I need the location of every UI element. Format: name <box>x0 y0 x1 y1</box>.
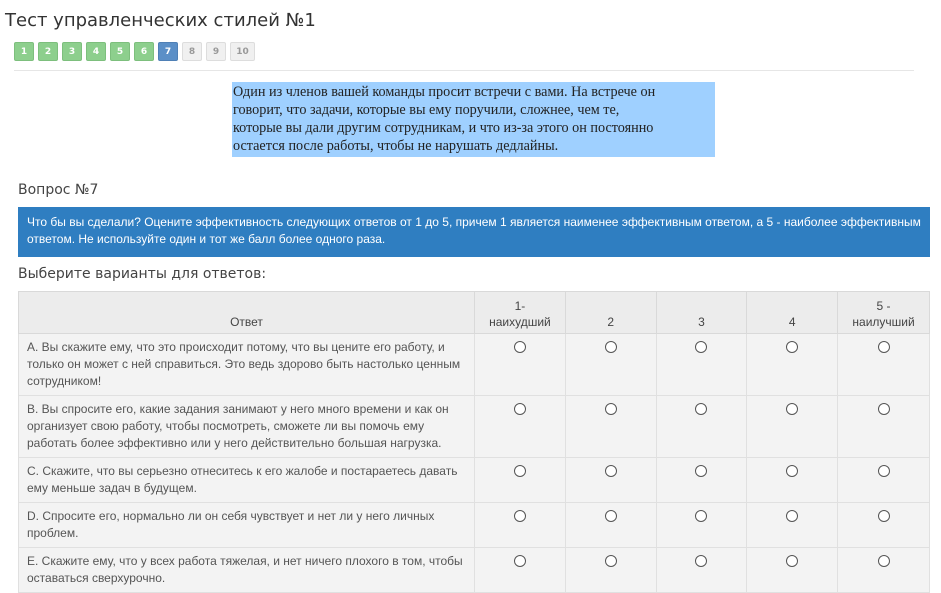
score-radio-2[interactable] <box>605 403 617 415</box>
answer-text <box>19 548 475 593</box>
header-score-5: 5 - наилучший <box>838 292 930 334</box>
score-radio-5[interactable] <box>878 465 890 477</box>
page-button-10[interactable]: 10 <box>230 42 255 61</box>
page-button-1[interactable]: 1 <box>14 42 34 61</box>
score-cell <box>747 458 838 503</box>
score-radio-1[interactable] <box>514 510 526 522</box>
score-cell <box>474 548 565 593</box>
page-button-6[interactable]: 6 <box>134 42 154 61</box>
table-row <box>19 458 930 503</box>
score-radio-2[interactable] <box>605 555 617 567</box>
table-row <box>19 503 930 548</box>
answer-line: A. Вы скажите ему, что это происходит потому, что вы цените его работу, и <box>27 340 445 354</box>
score-radio-3[interactable] <box>695 341 707 353</box>
score-radio-2[interactable] <box>605 510 617 522</box>
table-row <box>19 396 930 458</box>
page-button-4[interactable]: 4 <box>86 42 106 61</box>
score-radio-5[interactable] <box>878 555 890 567</box>
question-pager <box>14 42 255 61</box>
score-radio-5[interactable] <box>878 403 890 415</box>
score-cell <box>656 458 747 503</box>
page-title: Тест управленческих стилей №1 <box>5 10 316 31</box>
scenario-line: говорит, что задачи, которые вы ему поручили, сложнее, чем те, <box>233 102 620 118</box>
table-row <box>19 334 930 396</box>
scenario-line: Один из членов вашей команды просит встречи с вами. На встрече он <box>233 84 656 100</box>
choose-label: Выберите варианты для ответов: <box>18 266 267 282</box>
score-radio-2[interactable] <box>605 341 617 353</box>
answer-line: ему меньше задач в будущем. <box>27 481 197 495</box>
score-cell <box>565 458 656 503</box>
score-radio-5[interactable] <box>878 341 890 353</box>
page-button-2[interactable]: 2 <box>38 42 58 61</box>
page-button-5[interactable]: 5 <box>110 42 130 61</box>
page-button-3[interactable]: 3 <box>62 42 82 61</box>
score-radio-1[interactable] <box>514 555 526 567</box>
answer-text <box>19 458 475 503</box>
score-radio-1[interactable] <box>514 341 526 353</box>
divider <box>14 70 914 71</box>
header-answer: Ответ <box>19 292 475 334</box>
score-radio-1[interactable] <box>514 403 526 415</box>
score-cell <box>747 503 838 548</box>
score-cell <box>656 396 747 458</box>
answer-line: E. Скажите ему, что у всех работа тяжелая, и нет ничего плохого в том, чтобы <box>27 554 463 568</box>
score-cell <box>656 334 747 396</box>
score-radio-4[interactable] <box>786 465 798 477</box>
score-radio-5[interactable] <box>878 510 890 522</box>
score-radio-3[interactable] <box>695 510 707 522</box>
score-radio-4[interactable] <box>786 510 798 522</box>
score-cell <box>656 548 747 593</box>
score-radio-4[interactable] <box>786 341 798 353</box>
score-radio-1[interactable] <box>514 465 526 477</box>
score-cell <box>838 334 930 396</box>
answer-line: оставаться сверхурочно. <box>27 571 166 585</box>
answer-line: только он может с ней справиться. Это ведь здорово быть настолько ценным <box>27 357 461 371</box>
scenario-text <box>232 82 715 157</box>
score-cell <box>838 396 930 458</box>
page-button-7[interactable]: 7 <box>158 42 178 61</box>
answer-text <box>19 334 475 396</box>
score-cell <box>565 334 656 396</box>
answer-line: B. Вы спросите его, какие задания занимают у него много времени и как он <box>27 402 449 416</box>
score-cell <box>565 548 656 593</box>
scenario-line: остается после работы, чтобы не нарушать дедлайны. <box>233 138 559 154</box>
score-radio-3[interactable] <box>695 465 707 477</box>
score-radio-4[interactable] <box>786 403 798 415</box>
header-score-3: 3 <box>656 292 747 334</box>
answer-text <box>19 396 475 458</box>
score-radio-2[interactable] <box>605 465 617 477</box>
question-text <box>18 207 930 257</box>
score-cell <box>838 503 930 548</box>
score-cell <box>838 458 930 503</box>
answers-table <box>18 291 930 593</box>
question-number: Вопрос №7 <box>18 182 99 198</box>
answer-line: проблем. <box>27 526 79 540</box>
header-score-2: 2 <box>565 292 656 334</box>
header-score-4: 4 <box>747 292 838 334</box>
score-cell <box>565 396 656 458</box>
answer-line: сотрудником! <box>27 374 102 388</box>
header-score-1: 1- наихудший <box>474 292 565 334</box>
score-cell <box>747 334 838 396</box>
score-radio-3[interactable] <box>695 403 707 415</box>
score-cell <box>747 396 838 458</box>
page-button-8[interactable]: 8 <box>182 42 202 61</box>
answer-line: D. Спросите его, нормально ли он себя чувствует и нет ли у него личных <box>27 509 435 523</box>
score-cell <box>656 503 747 548</box>
answer-line: C. Скажите, что вы серьезно отнеситесь к его жалобе и постараетесь давать <box>27 464 458 478</box>
answer-line: работать более эффективно или у него действительно большая нагрузка. <box>27 436 442 450</box>
question-line: ответом. Не используйте один и тот же балл более одного раза. <box>27 232 386 246</box>
score-radio-4[interactable] <box>786 555 798 567</box>
scenario-line: которые вы дали другим сотрудникам, и что из-за этого он постоянно <box>233 120 654 136</box>
table-row <box>19 548 930 593</box>
score-radio-3[interactable] <box>695 555 707 567</box>
score-cell <box>474 334 565 396</box>
score-cell <box>838 548 930 593</box>
score-cell <box>474 396 565 458</box>
page-button-9[interactable]: 9 <box>206 42 226 61</box>
score-cell <box>747 548 838 593</box>
answer-line: организует свою работу, чтобы посмотреть, сможете ли вы помочь ему <box>27 419 425 433</box>
question-line: Что бы вы сделали? Оцените эффективность следующих ответов от 1 до 5, причем 1 является наименее эффективным ответом, а 5 - наиболее эффективным <box>27 215 921 229</box>
answer-text <box>19 503 475 548</box>
score-cell <box>474 503 565 548</box>
score-cell <box>565 503 656 548</box>
score-cell <box>474 458 565 503</box>
table-header-row <box>19 292 930 334</box>
